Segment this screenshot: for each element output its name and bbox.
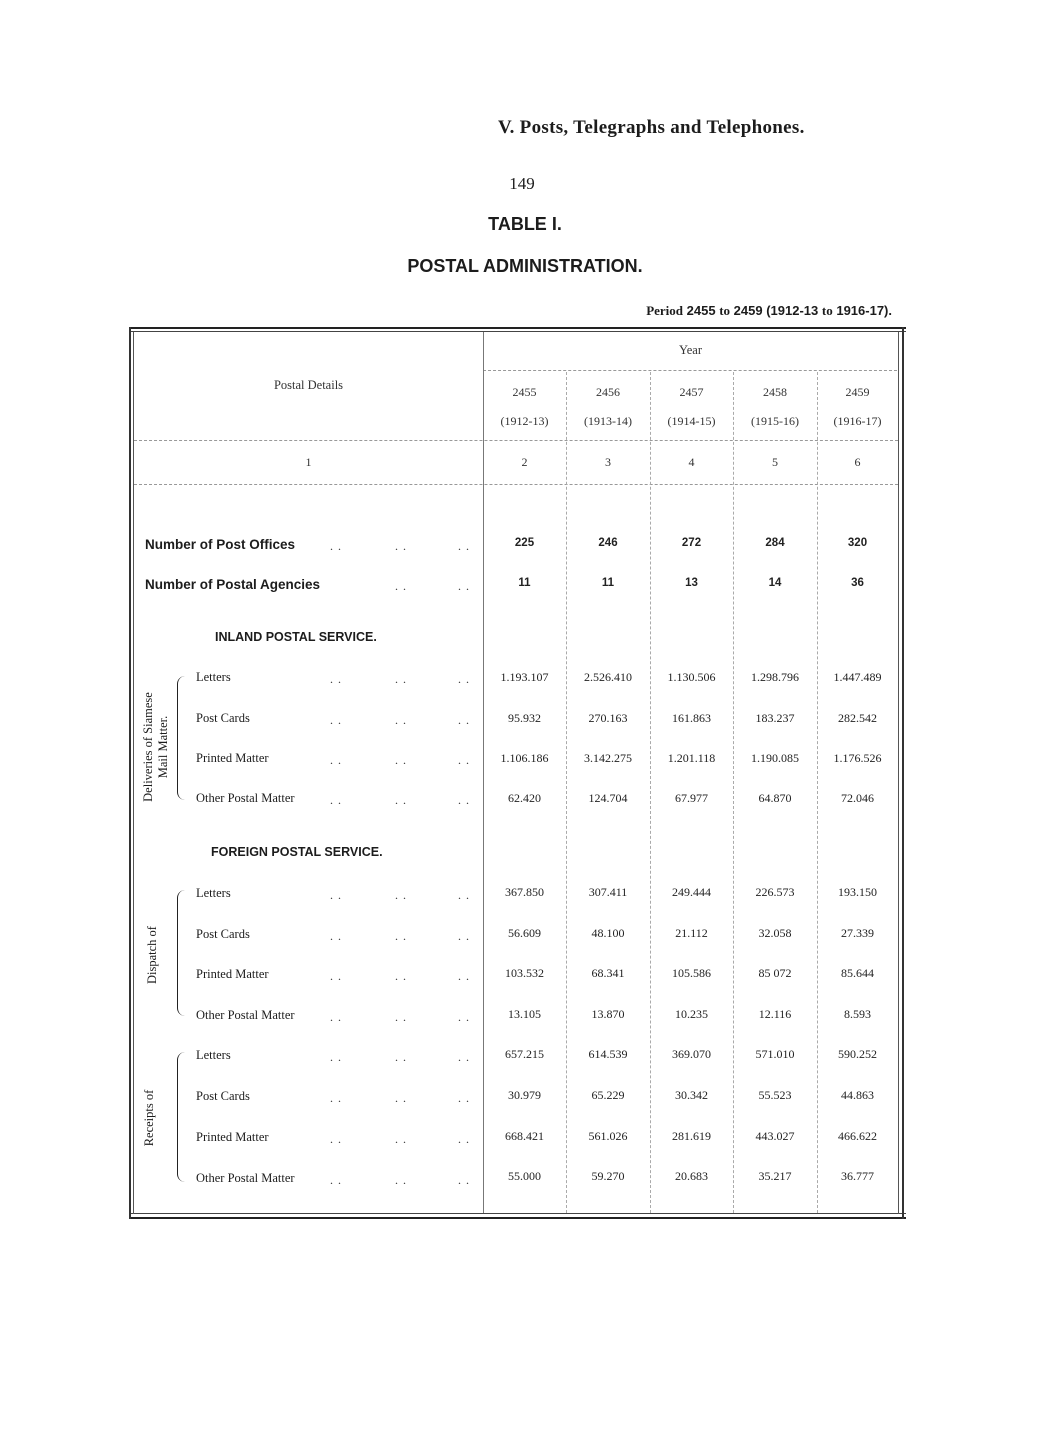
cell-value: 124.704 xyxy=(588,791,628,805)
leader-dots: . . xyxy=(330,1091,342,1105)
cell-value: 13.870 xyxy=(591,1007,625,1021)
year-ce-2: (1913-14) xyxy=(584,414,632,428)
cell-value: 35.217 xyxy=(758,1169,792,1183)
leader-dots: . . xyxy=(330,969,342,983)
leader-dots: . . xyxy=(330,1173,342,1187)
cell-value: 10.235 xyxy=(675,1007,708,1021)
cell-value: 226.573 xyxy=(755,885,795,899)
cell-value: 443.027 xyxy=(755,1129,795,1143)
row-label: Printed Matter xyxy=(196,1130,269,1144)
leader-dots: . . xyxy=(458,579,470,593)
row-label: Post Cards xyxy=(196,1089,250,1103)
dispatch-group-brace xyxy=(177,890,186,1016)
cell-value: 1.201.118 xyxy=(667,751,716,765)
year-ce-1: (1912-13) xyxy=(500,414,549,428)
cell-value: 56.609 xyxy=(508,926,541,940)
year-be-4: 2458 xyxy=(763,385,787,399)
row-label: Letters xyxy=(196,670,231,684)
leader-dots: . . xyxy=(330,753,342,767)
cell-value: 1.130.506 xyxy=(667,670,716,684)
leader-dots: . . xyxy=(330,1132,342,1146)
period-caption xyxy=(560,303,892,319)
cell-value: 55.000 xyxy=(508,1169,541,1183)
year-be-3: 2457 xyxy=(679,385,704,399)
cell-value: 59.270 xyxy=(591,1169,625,1183)
cell-value: 3.142.275 xyxy=(584,751,632,765)
receipts-group-brace xyxy=(177,1052,186,1182)
period-greg-start: (1912-13 xyxy=(766,303,819,318)
period-to: to xyxy=(719,303,731,318)
leader-dots: . . xyxy=(458,888,470,902)
leader-dots: . . xyxy=(395,1050,407,1064)
cell-value: 64.870 xyxy=(758,791,792,805)
inland-group-label xyxy=(141,662,175,832)
cell-value: 320 xyxy=(847,537,868,549)
cell-value: 571.010 xyxy=(755,1047,795,1061)
leader-dots: . . xyxy=(330,793,342,807)
inland-group-brace xyxy=(177,676,186,800)
cell-value: 32.058 xyxy=(758,926,792,940)
cell-value: 614.539 xyxy=(588,1047,628,1061)
year-ce-5: (1916-17) xyxy=(833,414,882,428)
leader-dots: . . xyxy=(395,793,407,807)
leader-dots: . . xyxy=(330,929,342,943)
cell-value: 657.215 xyxy=(505,1047,544,1061)
cell-value: 14 xyxy=(768,577,782,589)
cell-value: 36.777 xyxy=(841,1169,874,1183)
cell-value: 183.237 xyxy=(755,711,795,725)
cell-value: 21.112 xyxy=(675,926,708,940)
leader-dots: . . xyxy=(458,1173,470,1187)
cell-value: 284 xyxy=(765,537,785,549)
row-label: Printed Matter xyxy=(196,751,269,765)
cell-value: 105.586 xyxy=(672,966,711,980)
cell-value: 95.932 xyxy=(508,711,541,725)
period-start: 2455 xyxy=(686,303,716,318)
cell-value: 13 xyxy=(685,577,698,589)
leader-dots: . . xyxy=(395,672,407,686)
cell-value: 11 xyxy=(601,577,615,589)
leader-dots: . . xyxy=(330,888,342,902)
row-label: Letters xyxy=(196,886,231,900)
table-title: TABLE I. xyxy=(488,214,562,234)
cell-value: 246 xyxy=(598,537,618,549)
foreign-section-heading: FOREIGN POSTAL SERVICE. xyxy=(211,845,383,859)
leader-dots: . . xyxy=(330,713,342,727)
leader-dots: . . xyxy=(395,1010,407,1024)
cell-value: 281.619 xyxy=(672,1129,711,1143)
cell-value: 561.026 xyxy=(588,1129,628,1143)
cell-value: 65.229 xyxy=(591,1088,625,1102)
cell-value: 1.447.489 xyxy=(833,670,882,684)
inland-group-label-line-1: Deliveries of Siamese xyxy=(141,692,155,802)
leader-dots: . . xyxy=(395,753,407,767)
leader-dots: . . xyxy=(458,753,470,767)
cell-value: 55.523 xyxy=(758,1088,792,1102)
leader-dots: . . xyxy=(330,1050,342,1064)
row-label: Number of Postal Agencies xyxy=(145,577,321,592)
period-word: Period xyxy=(646,303,684,318)
leader-dots: . . xyxy=(458,969,470,983)
leader-dots: . . xyxy=(458,672,470,686)
year-ce-3: (1914-15) xyxy=(667,414,716,428)
period-end: 2459 xyxy=(733,303,763,318)
column-number-3: 3 xyxy=(605,455,611,469)
cell-value: 20.683 xyxy=(675,1169,708,1183)
leader-dots: . . xyxy=(395,929,407,943)
column-number-5: 5 xyxy=(772,455,778,469)
row-label: Other Postal Matter xyxy=(196,1171,295,1185)
cell-value: 367.850 xyxy=(505,885,544,899)
column-number-1: 1 xyxy=(305,455,312,469)
cell-value: 12.116 xyxy=(758,1007,792,1021)
cell-value: 44.863 xyxy=(841,1088,874,1102)
leader-dots: . . xyxy=(395,1173,407,1187)
leader-dots: . . xyxy=(330,672,342,686)
column-number-2: 2 xyxy=(521,455,528,469)
cell-value: 8.593 xyxy=(844,1007,871,1021)
leader-dots: . . xyxy=(395,969,407,983)
dispatch-group-label: Dispatch of xyxy=(145,926,159,984)
row-label: Post Cards xyxy=(196,927,250,941)
year-be-5: 2459 xyxy=(845,385,870,399)
leader-dots: . . xyxy=(395,1091,407,1105)
cell-value: 249.444 xyxy=(672,885,711,899)
header-year: Year xyxy=(678,343,703,357)
row-label: Printed Matter xyxy=(196,967,269,981)
cell-value: 1.193.107 xyxy=(500,670,549,684)
page-number: 149 xyxy=(509,174,535,193)
cell-value: 282.542 xyxy=(838,711,877,725)
cell-value: 668.421 xyxy=(505,1129,544,1143)
cell-value: 27.339 xyxy=(841,926,874,940)
cell-value: 270.163 xyxy=(588,711,628,725)
leader-dots: . . xyxy=(458,793,470,807)
inland-group-label-line-2: Mail Matter. xyxy=(156,715,170,779)
cell-value: 590.252 xyxy=(838,1047,877,1061)
cell-value: 1.106.186 xyxy=(500,751,549,765)
cell-value: 36 xyxy=(851,577,864,589)
cell-value: 11 xyxy=(518,577,531,589)
cell-value: 72.046 xyxy=(841,791,874,805)
cell-value: 30.342 xyxy=(675,1088,708,1102)
leader-dots: . . xyxy=(395,888,407,902)
table-subject: POSTAL ADMINISTRATION. xyxy=(407,256,643,276)
cell-value: 161.863 xyxy=(672,711,711,725)
cell-value: 193.150 xyxy=(838,885,877,899)
leader-dots: . . xyxy=(395,713,407,727)
cell-value: 13.105 xyxy=(508,1007,541,1021)
cell-value: 466.622 xyxy=(838,1129,877,1143)
cell-value: 1.190.085 xyxy=(751,751,799,765)
header-postal-details: Postal Details xyxy=(273,378,344,392)
leader-dots: . . xyxy=(330,1010,342,1024)
cell-value: 67.977 xyxy=(675,791,708,805)
row-label: Number of Post Offices xyxy=(145,537,296,552)
year-ce-4: (1915-16) xyxy=(751,414,799,428)
cell-value: 68.341 xyxy=(591,966,625,980)
leader-dots: . . xyxy=(395,539,407,553)
cell-value: 85 072 xyxy=(758,966,792,980)
cell-value: 1.298.796 xyxy=(751,670,799,684)
cell-value: 30.979 xyxy=(508,1088,541,1102)
row-label: Letters xyxy=(196,1048,231,1062)
leader-dots: . . xyxy=(330,539,342,553)
leader-dots: . . xyxy=(458,713,470,727)
cell-value: 369.070 xyxy=(672,1047,711,1061)
leader-dots: . . xyxy=(458,539,470,553)
leader-dots: . . xyxy=(395,579,407,593)
period-to-greg: to xyxy=(821,303,833,318)
cell-value: 103.532 xyxy=(505,966,544,980)
leader-dots: . . xyxy=(458,1050,470,1064)
cell-value: 85.644 xyxy=(841,966,874,980)
leader-dots: . . xyxy=(395,1132,407,1146)
period-greg-end: 1916-17). xyxy=(836,303,892,318)
cell-value: 48.100 xyxy=(591,926,625,940)
cell-value: 2.526.410 xyxy=(584,670,632,684)
inland-section-heading: INLAND POSTAL SERVICE. xyxy=(215,630,377,644)
leader-dots: . . xyxy=(458,1091,470,1105)
cell-value: 307.411 xyxy=(588,885,628,899)
year-be-2: 2456 xyxy=(596,385,620,399)
cell-value: 225 xyxy=(514,537,535,549)
leader-dots: . . xyxy=(458,1010,470,1024)
cell-value: 62.420 xyxy=(508,791,541,805)
year-be-1: 2455 xyxy=(512,385,537,399)
leader-dots: . . xyxy=(458,1132,470,1146)
leader-dots: . . xyxy=(458,929,470,943)
cell-value: 1.176.526 xyxy=(833,751,882,765)
row-label: Other Postal Matter xyxy=(196,791,295,805)
column-number-6: 6 xyxy=(854,455,861,469)
receipts-group-label: Receipts of xyxy=(142,1089,156,1147)
cell-value: 272 xyxy=(681,537,702,549)
row-label: Other Postal Matter xyxy=(196,1008,295,1022)
row-label: Post Cards xyxy=(196,711,250,725)
chapter-heading: V. Posts, Telegraphs and Telephones. xyxy=(498,117,805,138)
column-number-4: 4 xyxy=(688,455,695,469)
